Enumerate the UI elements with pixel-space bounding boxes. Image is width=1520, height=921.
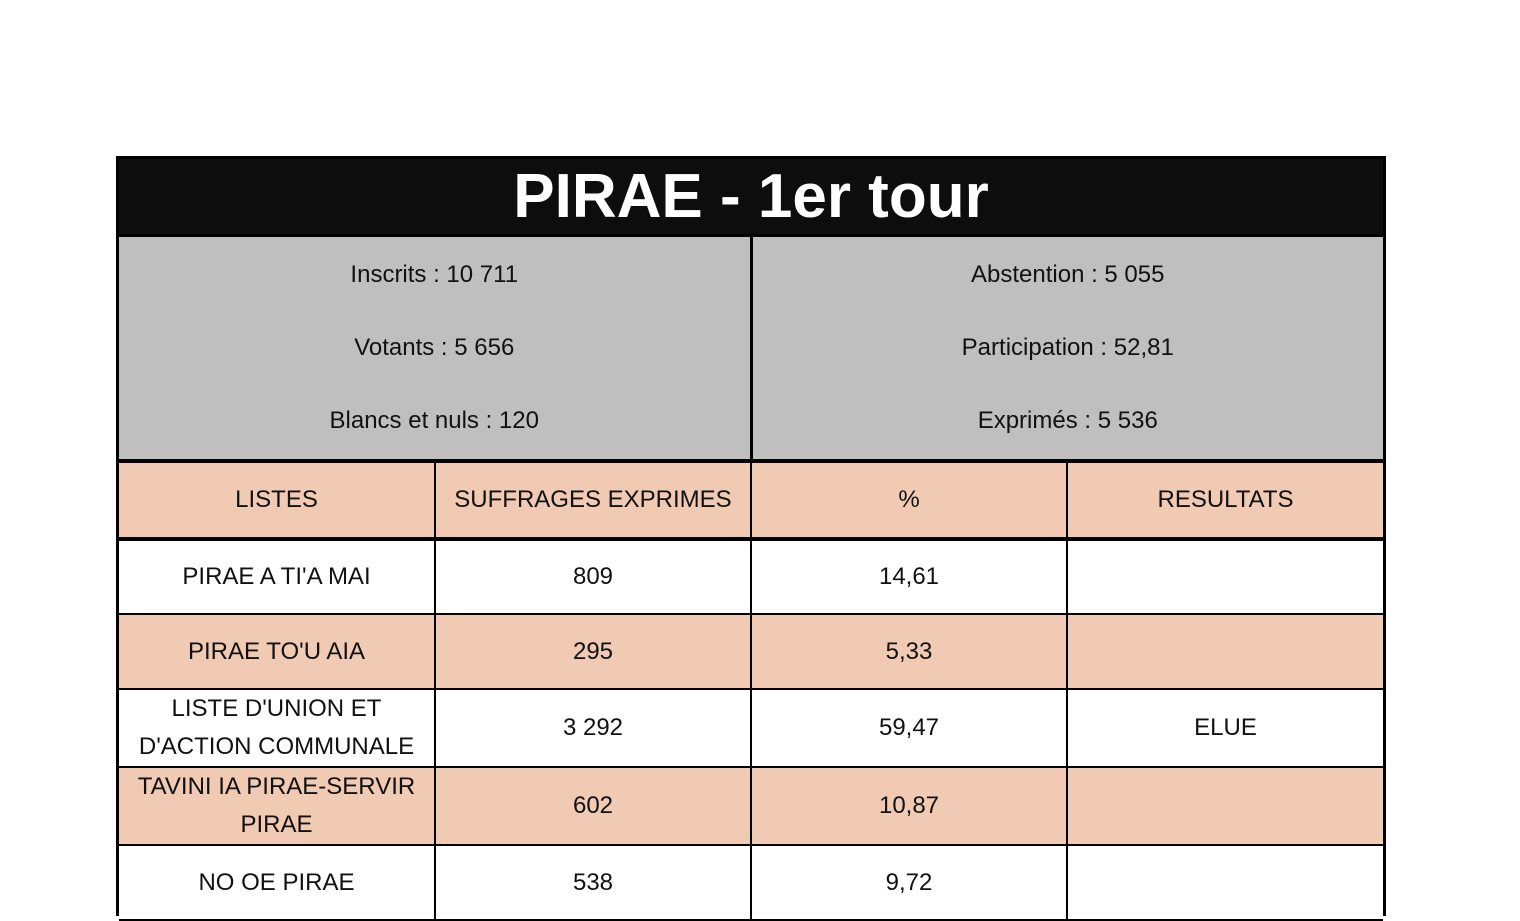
stats-left-column xyxy=(119,237,750,459)
cell-pct: 14,61 xyxy=(751,539,1067,614)
stats-panel xyxy=(119,237,1383,463)
cell-suffrages: 538 xyxy=(435,845,751,920)
stat-abstention: Abstention : 5 055 xyxy=(971,261,1165,288)
cell-suffrages: 295 xyxy=(435,614,751,689)
cell-liste: LISTE D'UNION ET D'ACTION COMMUNALE xyxy=(119,689,435,767)
stat-inscrits: Inscrits : 10 711 xyxy=(350,261,519,288)
cell-liste: PIRAE TO'U AIA xyxy=(119,614,435,689)
cell-suffrages: 602 xyxy=(435,767,751,845)
cell-resultat xyxy=(1067,845,1383,920)
table-row xyxy=(119,689,1383,767)
stat-exprimes: Exprimés : 5 536 xyxy=(977,407,1158,434)
cell-suffrages: 3 292 xyxy=(435,689,751,767)
cell-liste: TAVINI IA PIRAE-SERVIR PIRAE xyxy=(119,767,435,845)
cell-liste: PIRAE A TI'A MAI xyxy=(119,539,435,614)
cell-pct: 5,33 xyxy=(751,614,1067,689)
header-listes: LISTES xyxy=(119,463,435,539)
stat-blancs-nuls: Blancs et nuls : 120 xyxy=(329,407,539,434)
page-title: PIRAE - 1er tour xyxy=(119,159,1383,237)
header-pct: % xyxy=(751,463,1067,539)
table-row xyxy=(119,539,1383,614)
cell-resultat: ELUE xyxy=(1067,689,1383,767)
cell-resultat xyxy=(1067,539,1383,614)
results-table xyxy=(119,463,1383,921)
stats-right-column xyxy=(750,237,1384,459)
stat-votants: Votants : 5 656 xyxy=(354,334,515,361)
cell-suffrages: 809 xyxy=(435,539,751,614)
table-row xyxy=(119,845,1383,920)
table-row xyxy=(119,767,1383,845)
cell-resultat xyxy=(1067,767,1383,845)
cell-resultat xyxy=(1067,614,1383,689)
table-row xyxy=(119,614,1383,689)
stat-participation: Participation : 52,81 xyxy=(961,334,1174,361)
header-resultats: RESULTATS xyxy=(1067,463,1383,539)
cell-pct: 9,72 xyxy=(751,845,1067,920)
cell-pct: 59,47 xyxy=(751,689,1067,767)
cell-liste: NO OE PIRAE xyxy=(119,845,435,920)
results-sheet xyxy=(116,156,1386,916)
header-suffrages: SUFFRAGES EXPRIMES xyxy=(435,463,751,539)
cell-pct: 10,87 xyxy=(751,767,1067,845)
table-header-row xyxy=(119,463,1383,539)
